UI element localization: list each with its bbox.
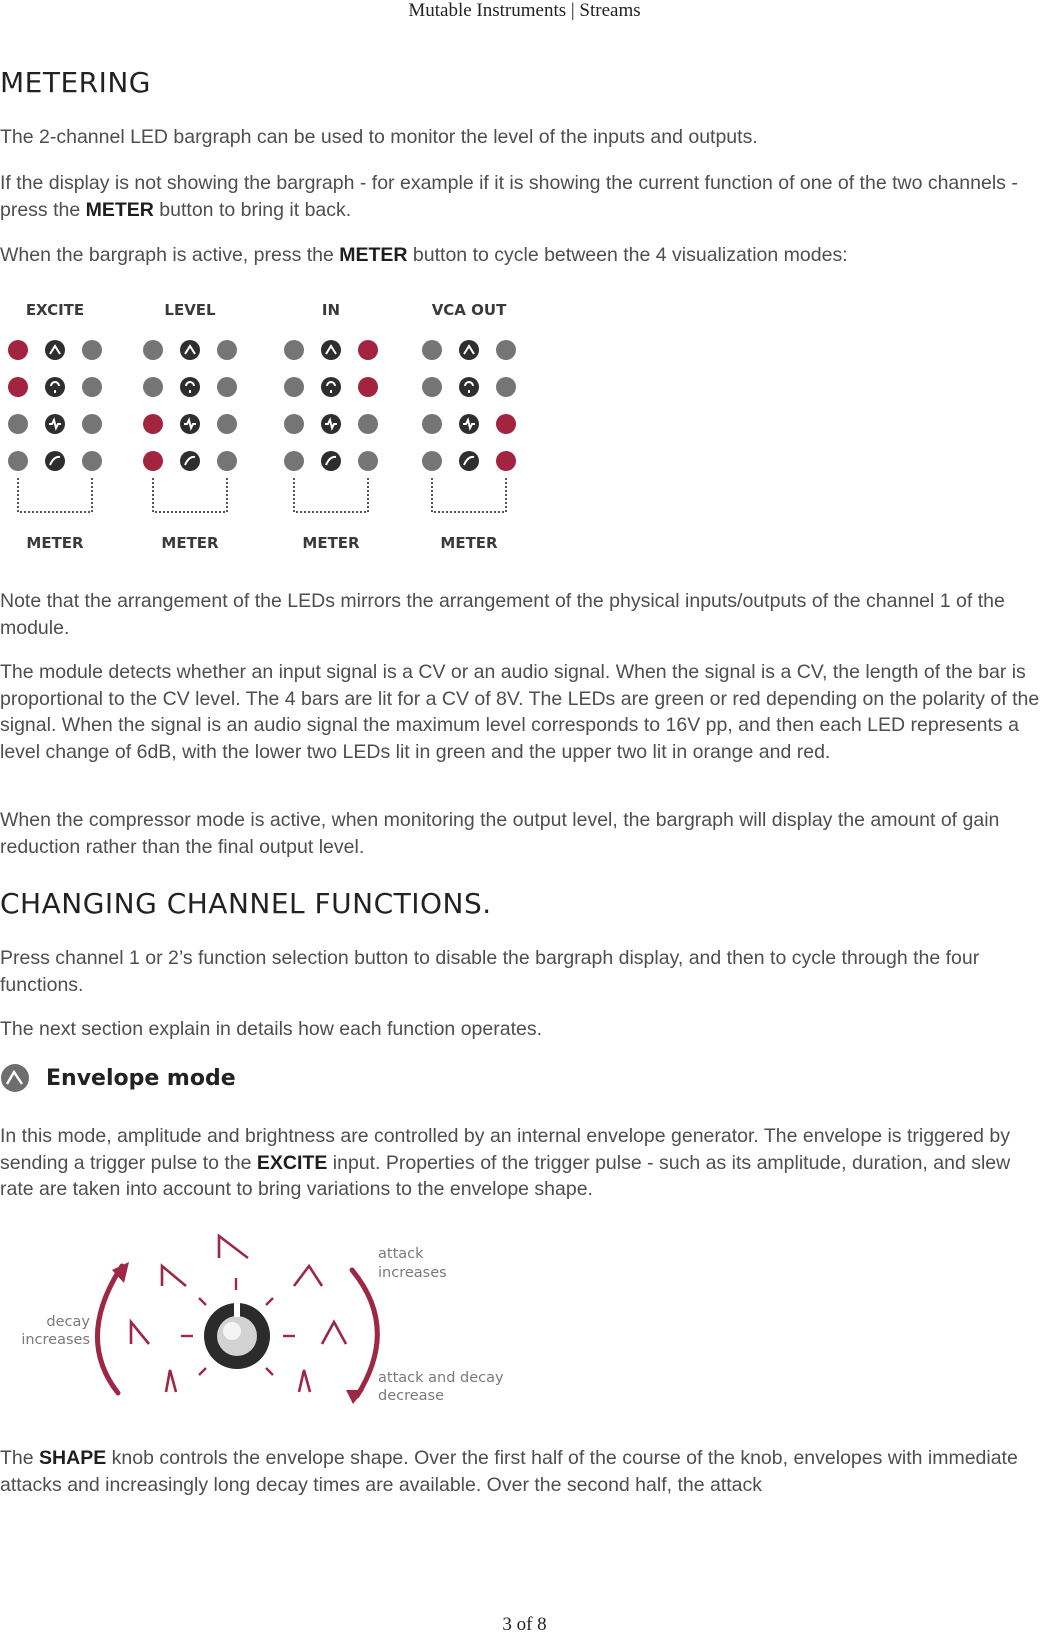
meter-button-label: METER bbox=[302, 534, 360, 552]
attack-label-2: increases bbox=[378, 1265, 447, 1281]
led-off bbox=[496, 377, 516, 397]
led-off bbox=[217, 451, 237, 471]
led-off bbox=[284, 451, 304, 471]
jack-icon bbox=[459, 451, 479, 471]
meter-button-label: METER bbox=[440, 534, 498, 552]
led-off bbox=[358, 451, 378, 471]
meter-mode-label: LEVEL bbox=[164, 301, 216, 319]
attack-arrow-head bbox=[346, 1390, 364, 1404]
page-header: Mutable Instruments | Streams bbox=[408, 0, 641, 21]
meter-mode-label: EXCITE bbox=[25, 301, 85, 319]
envelope-paragraph-1: In this mode, amplitude and brightness are controlled by an internal envelope generator. The envelope is triggered by sending a trigger pulse to the EXCITE input. Properties of the trigger pulse - such as its amplitude, duration, and slew rate are taken into account to bring variations to the envelope shape. bbox=[0, 1125, 1011, 1200]
meter-mode-4 bbox=[422, 301, 516, 552]
led-off bbox=[284, 340, 304, 360]
meter-bracket bbox=[18, 478, 92, 512]
led-lit bbox=[358, 377, 378, 397]
meter-mode-1 bbox=[8, 301, 102, 552]
attack-label-1: attack bbox=[378, 1246, 424, 1262]
led-off bbox=[143, 340, 163, 360]
meter-mode-label: IN bbox=[321, 301, 341, 319]
meter-term: METER bbox=[85, 198, 154, 221]
metering-paragraph-3: When the bargraph is active, press the METER button to cycle between the 4 visualization modes: bbox=[0, 244, 848, 266]
led-off bbox=[217, 414, 237, 434]
led-off bbox=[358, 414, 378, 434]
led-lit bbox=[143, 414, 163, 434]
led-off bbox=[496, 340, 516, 360]
led-lit bbox=[496, 451, 516, 471]
jack-icon bbox=[321, 340, 341, 360]
envelope-paragraph-2: The SHAPE knob controls the envelope shape. Over the first half of the course of the knob, envelopes with immediate attacks and increasingly long decay times are available. Over the second half, the attack bbox=[0, 1447, 1018, 1496]
attack-arrow-arc bbox=[352, 1270, 377, 1396]
led-off bbox=[82, 340, 102, 360]
envelope-shape-7 bbox=[299, 1370, 310, 1392]
led-off bbox=[422, 377, 442, 397]
led-off bbox=[422, 340, 442, 360]
led-off bbox=[82, 414, 102, 434]
envelope-mode-heading-row bbox=[0, 1061, 236, 1095]
jack-icon bbox=[321, 451, 341, 471]
attack-decay-label-2: decrease bbox=[378, 1388, 445, 1404]
meter-mode-2 bbox=[143, 301, 237, 552]
metering-paragraph-4: Note that the arrangement of the LEDs mirrors the arrangement of the physical inputs/outputs of the channel 1 of the module. bbox=[0, 590, 1005, 639]
decay-label-1: decay bbox=[46, 1314, 90, 1330]
envelope-mode-heading: Envelope mode bbox=[46, 1065, 236, 1091]
led-lit bbox=[358, 340, 378, 360]
jack-icon bbox=[180, 377, 200, 397]
led-off bbox=[82, 451, 102, 471]
led-lit bbox=[8, 340, 28, 360]
shape-term: SHAPE bbox=[39, 1447, 107, 1469]
led-off bbox=[8, 451, 28, 471]
changing-paragraph-1: Press channel 1 or 2’s function selection button to disable the bargraph display, and then to cycle through the four functions. bbox=[0, 947, 980, 996]
jack-icon bbox=[459, 377, 479, 397]
decay-label-2: increases bbox=[21, 1332, 90, 1348]
led-off bbox=[284, 377, 304, 397]
excite-term: EXCITE bbox=[256, 1151, 328, 1174]
changing-heading: CHANGING CHANNEL FUNCTIONS. bbox=[0, 887, 492, 920]
led-off bbox=[82, 377, 102, 397]
meter-bracket bbox=[294, 478, 368, 512]
led-off bbox=[422, 414, 442, 434]
meter-mode-label: VCA OUT bbox=[431, 301, 507, 319]
meter-modes-figure bbox=[0, 290, 540, 560]
metering-paragraph-1: The 2-channel LED bargraph can be used to monitor the level of the inputs and outputs. bbox=[0, 126, 758, 148]
shape-knob-graphic bbox=[204, 1303, 270, 1369]
led-lit bbox=[8, 377, 28, 397]
meter-mode-3 bbox=[284, 301, 378, 552]
led-off bbox=[143, 377, 163, 397]
led-lit bbox=[143, 451, 163, 471]
metering-paragraph-6: When the compressor mode is active, when monitoring the output level, the bargraph will display the amount of gain reduction rather than the final output level. bbox=[0, 809, 1000, 858]
jack-icon bbox=[459, 340, 479, 360]
envelope-shape-figure bbox=[0, 1228, 520, 1418]
metering-heading: METERING bbox=[0, 66, 151, 99]
jack-icon bbox=[180, 451, 200, 471]
jack-icon bbox=[180, 340, 200, 360]
meter-button-label: METER bbox=[161, 534, 219, 552]
decay-arrow-arc bbox=[97, 1266, 122, 1393]
envelope-shape-6 bbox=[322, 1322, 346, 1344]
meter-bracket bbox=[432, 478, 506, 512]
jack-icon bbox=[45, 340, 65, 360]
jack-icon bbox=[321, 377, 341, 397]
metering-paragraph-5: The module detects whether an input signal is a CV or an audio signal. When the signal is a CV, the length of the bar is proportional to the CV level. The 4 bars are lit for a CV of 8V. The LEDs are green or red depending on the polarity of the signal. When the signal is an audio signal the maximum level corresponds to 16V pp, and then each LED represents a level change of 6dB, with the lower two LEDs lit in green and the upper two lit in orange and red. bbox=[0, 661, 1040, 763]
envelope-shape-4 bbox=[166, 1370, 176, 1392]
envelope-shape-5 bbox=[294, 1266, 322, 1286]
meter-term: METER bbox=[339, 244, 408, 266]
jack-icon bbox=[45, 377, 65, 397]
envelope-shape-3 bbox=[131, 1322, 149, 1344]
led-off bbox=[284, 414, 304, 434]
envelope-shape-2 bbox=[162, 1266, 186, 1286]
jack-icon bbox=[45, 451, 65, 471]
led-off bbox=[217, 340, 237, 360]
meter-bracket bbox=[153, 478, 227, 512]
page-footer: 3 of 8 bbox=[502, 1614, 547, 1635]
led-off bbox=[422, 451, 442, 471]
envelope-shape-1 bbox=[219, 1236, 248, 1258]
meter-button-label: METER bbox=[26, 534, 84, 552]
metering-paragraph-2: If the display is not showing the bargraph - for example if it is showing the current function of one of the two channels - press the METER button to bring it back. bbox=[0, 172, 1018, 221]
led-off bbox=[8, 414, 28, 434]
attack-decay-label-1: attack and decay bbox=[378, 1370, 504, 1386]
changing-paragraph-2: The next section explain in details how each function operates. bbox=[0, 1018, 543, 1040]
led-lit bbox=[496, 414, 516, 434]
envelope-mode-icon bbox=[0, 1063, 30, 1093]
led-off bbox=[217, 377, 237, 397]
